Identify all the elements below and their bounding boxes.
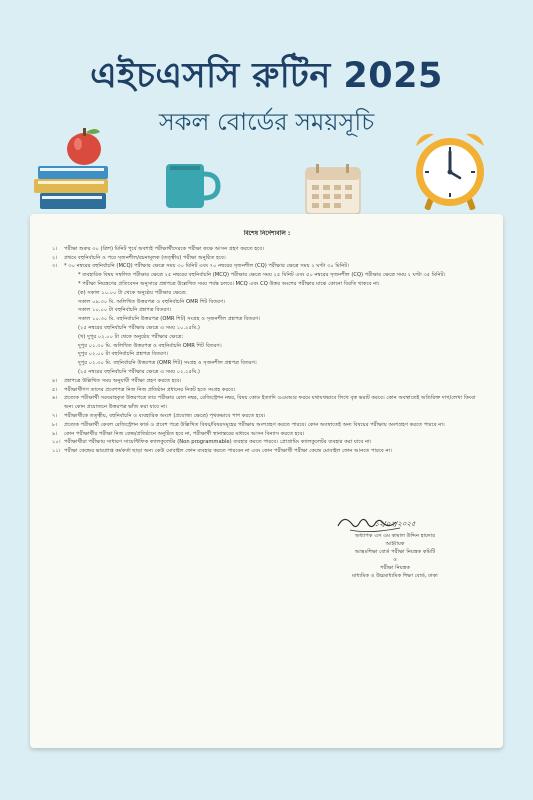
signatory-org: মাধ্যমিক ও উচ্চমাধ্যমিক শিক্ষা বোর্ড, ঢাকা [352, 573, 438, 579]
rule-row [52, 412, 482, 421]
rule-row [52, 271, 482, 280]
rule-text: * ব্যবহারিক বিষয় সম্বলিত পরীক্ষার ক্ষেত্রে ২৫ নম্বরের বহুনির্বাচনি (MCQ) পরীক্ষার ক্ষেত্রে সময় ২৫ মিনিট এবং ৫০ নম্বরের সৃজনশীল (CQ) পরীক্ষার ক্ষেত্রে সময় ২ ঘণ্টা ৩৫ মিনিট। [78, 272, 446, 279]
rule-row [52, 394, 482, 412]
rule-number [52, 298, 64, 307]
rule-number: ৬। [52, 395, 58, 402]
calendar-icon [304, 164, 362, 216]
rule-number [52, 342, 64, 351]
signature-block [310, 520, 480, 580]
rule-text: পরীক্ষা কেন্দ্রের ভারপ্রাপ্ত কর্মকর্তা ছাড়া অন্য কেউ মোবাইল ফোন ব্যবহার করতে পারবেন না এবং কোন পরীক্ষার্থী পরীক্ষা কেন্দ্রে মোবাইল ফোন আনতে পারবে না। [64, 448, 392, 455]
rule-row [52, 289, 482, 298]
rule-row [52, 342, 482, 351]
rule-text: (ক) সকাল ১০.০০ টা থেকে অনুষ্ঠেয় পরীক্ষার ক্ষেত্রে: [78, 289, 187, 296]
rule-number: ৫। [52, 386, 58, 393]
signatory-name: অধ্যাপক এস এম কামাল উদ্দিন হায়দার [354, 533, 436, 539]
rule-row [52, 315, 482, 324]
rule-text: (২৫ নম্বরের বহুনির্বাচনি পরীক্ষার ক্ষেত্রে এ সময় ০২.২৫মি.) [78, 368, 200, 375]
rule-text: পরীক্ষার্থীগণ তাদের প্রবেশপত্র নিজ নিজ প্রতিষ্ঠান প্রধানের নিকট হতে সংগ্রহ করবে। [64, 386, 236, 393]
rule-number [52, 315, 64, 324]
rules-list [52, 245, 482, 456]
rule-text: পরীক্ষার্থীরা পরীক্ষায় সাধারণ সায়েন্টিফিক ক্যালকুলেটর (Non programmable) ব্যবহার করতে পারবে। প্রোগ্রামিং ক্যালকুলেটর ব্যবহার করা যাবে না। [64, 439, 372, 446]
rule-text: (২৫ নম্বরের বহুনির্বাচনি পরীক্ষার ক্ষেত্রে এ সময় ১০.২৫মি.) [78, 324, 200, 331]
rule-text: কোন পরীক্ষার্থীর পরীক্ষা নিজ কেন্দ্র/প্রতিষ্ঠানে অনুষ্ঠিত হবে না, পরীক্ষার্থী স্থানান্তরের মাধ্যমে আসন বিন্যাস করতে হবে। [64, 430, 305, 437]
rule-number [52, 271, 64, 280]
rule-row [52, 245, 482, 254]
rule-text: সকাল ১০.৩০ মি. বহুনির্বাচনি উত্তরপত্র (OMR শিট) সংগ্রহ ও সৃজনশীল প্রশ্নপত্র বিতরণ। [78, 316, 261, 323]
page-title: এইচএসসি রুটিন 2025 [90, 56, 443, 96]
rule-number: ৭। [52, 412, 58, 419]
rule-number [52, 333, 64, 342]
rule-number [52, 368, 64, 377]
rule-text: দুপুর ০২.০০ টা বহুনির্বাচনি প্রশ্নপত্র বিতরণ। [78, 351, 168, 358]
rule-number: ১। [52, 245, 58, 252]
rule-number [52, 280, 64, 289]
rule-text: * ৩০ নম্বরের বহুনির্বাচনি (MCQ) পরীক্ষার ক্ষেত্রে সময় ৩০ মিনিট এবং ৭০ নম্বরের সৃজনশীল (CQ) পরীক্ষার ক্ষেত্রে সময় ২ ঘণ্টা ৩০ মিনিট। [64, 263, 350, 270]
rule-text: প্রত্যেক পরীক্ষার্থী কেবল রেজিস্ট্রেশন কার্ড ও প্রবেশ পত্রে উল্লিখিত বিষয়/বিষয়সমূহের পরীক্ষায় অংশগ্রহণ করতে পারবে। কোন অবস্থাতেই অন্য বিষয়ের পরীক্ষায় অংশগ্রহণ করতে পারবে না। [64, 421, 445, 428]
notice-heading: বিশেষ নির্দেশাবলি : [243, 230, 291, 237]
rule-row [52, 350, 482, 359]
signature-date: ১২/০২/২০২৫ [374, 520, 416, 528]
rule-text: প্রত্যেক পরীক্ষার্থী সরবরাহকৃত উত্তরপত্রে তার পরীক্ষার রোল নম্বর, রেজিস্ট্রেশন নম্বর, বিষয় কোড ইত্যাদি ওএমআর ফরমে যথাযথভাবে লিখে বৃত্ত ভরাট করবে। কোন অবস্থাতেই অতিরিক্ত দাগ/লেখা কিংবা অন্য কোন প্রয়োজনে উত্তরপত্র ভাঁজ করা যাবে না। [64, 395, 476, 411]
rule-number [52, 350, 64, 359]
rule-number [52, 359, 64, 368]
rule-number [52, 306, 64, 315]
rule-row [52, 368, 482, 377]
rule-text: দুপুর ০১.৩০ মি. অলিখিত উত্তরপত্র ও বহুনির্বাচনি OMR শিট বিতরণ। [78, 342, 222, 349]
apple-icon [67, 128, 101, 165]
alarm-clock-icon [410, 128, 490, 214]
rule-row [52, 359, 482, 368]
rule-text: পরীক্ষা শুরুর ৩০ (ত্রিশ) মিনিট পূর্বে অবশ্যই পরীক্ষার্থীদেরকে পরীক্ষা কক্ষে আসন গ্রহণ করতে হবে। [64, 245, 264, 252]
rule-row [52, 324, 482, 333]
rule-number: ৯। [52, 430, 58, 437]
rule-row [52, 298, 482, 307]
rule-text: * পরীক্ষা নিয়ন্ত্রণের প্রতিবেদন অনুসারে প্রশ্নপত্রে উল্লেখিত সময় পর্যন্ত চলবে। MCQ এবং CQ উত্তর অংশের পরীক্ষার মাঝে কোনো বিরতি থাকবে না। [78, 280, 380, 287]
books-icon [30, 122, 110, 214]
rule-row [52, 386, 482, 395]
rule-row [52, 438, 482, 447]
rule-number: ১০। [52, 439, 61, 446]
rule-number: ১১। [52, 448, 61, 455]
rule-text: প্রথমে বহুনির্বাচনি ও পরে সৃজনশীল/রচনামূলক (তত্ত্বীয়) পরীক্ষা অনুষ্ঠিত হবে। [64, 254, 226, 261]
rule-number [52, 289, 64, 298]
signatory-conj: ও [393, 557, 397, 563]
rule-row [52, 333, 482, 342]
rule-row [52, 280, 482, 289]
rule-row [52, 306, 482, 315]
rule-row [52, 262, 482, 271]
rule-row [52, 421, 482, 430]
rule-text: (খ) দুপুর ০২.০০ টা থেকে অনুষ্ঠেয় পরীক্ষার ক্ষেত্রে: [78, 333, 184, 340]
rule-row [52, 377, 482, 386]
rule-number: ৮। [52, 421, 58, 428]
page-subtitle: সকল বোর্ডের সময়সূচি [158, 108, 375, 136]
rule-row [52, 254, 482, 263]
rule-text: দুপুর ০২.৩০ মি. বহুনির্বাচনি উত্তরপত্র (OMR শিট) সংগ্রহ ও সৃজনশীল প্রশ্নপত্র বিতরণ। [78, 360, 257, 367]
rule-text: প্রশ্নপত্রে উল্লিখিত সময় অনুযায়ী পরীক্ষা গ্রহণ করতে হবে। [64, 377, 182, 384]
rule-row [52, 430, 482, 439]
signatory-role3: পরীক্ষা নিয়ন্ত্রক [379, 565, 411, 571]
rule-number [52, 324, 64, 333]
rule-text: সকাল ০৯.৩০ মি. অলিখিত উত্তরপত্র ও বহুনির্বাচনি OMR শিট বিতরণ। [78, 298, 225, 305]
signatory-role2: আন্তঃশিক্ষা বোর্ড পরীক্ষা নিয়ন্ত্রক কমিটি [354, 549, 436, 555]
rule-number: ৪। [52, 377, 58, 384]
signatory-role1: আহ্বায়ক [385, 541, 405, 547]
rule-text: সকাল ১০.০০ টা বহুনির্বাচনি প্রশ্নপত্র বিতরণ। [78, 307, 172, 314]
coffee-mug-icon [160, 160, 222, 214]
rule-number: ৩। [52, 263, 58, 270]
rule-number: ২। [52, 254, 58, 261]
rule-text: পরীক্ষার্থীকে তত্ত্বীয়, বহুনির্বাচনি ও ব্যবহারিক অংশে (প্রযোজ্য ক্ষেত্রে) পৃথকভাবে পাশ করতে হবে। [64, 412, 266, 419]
rule-row [52, 447, 482, 456]
